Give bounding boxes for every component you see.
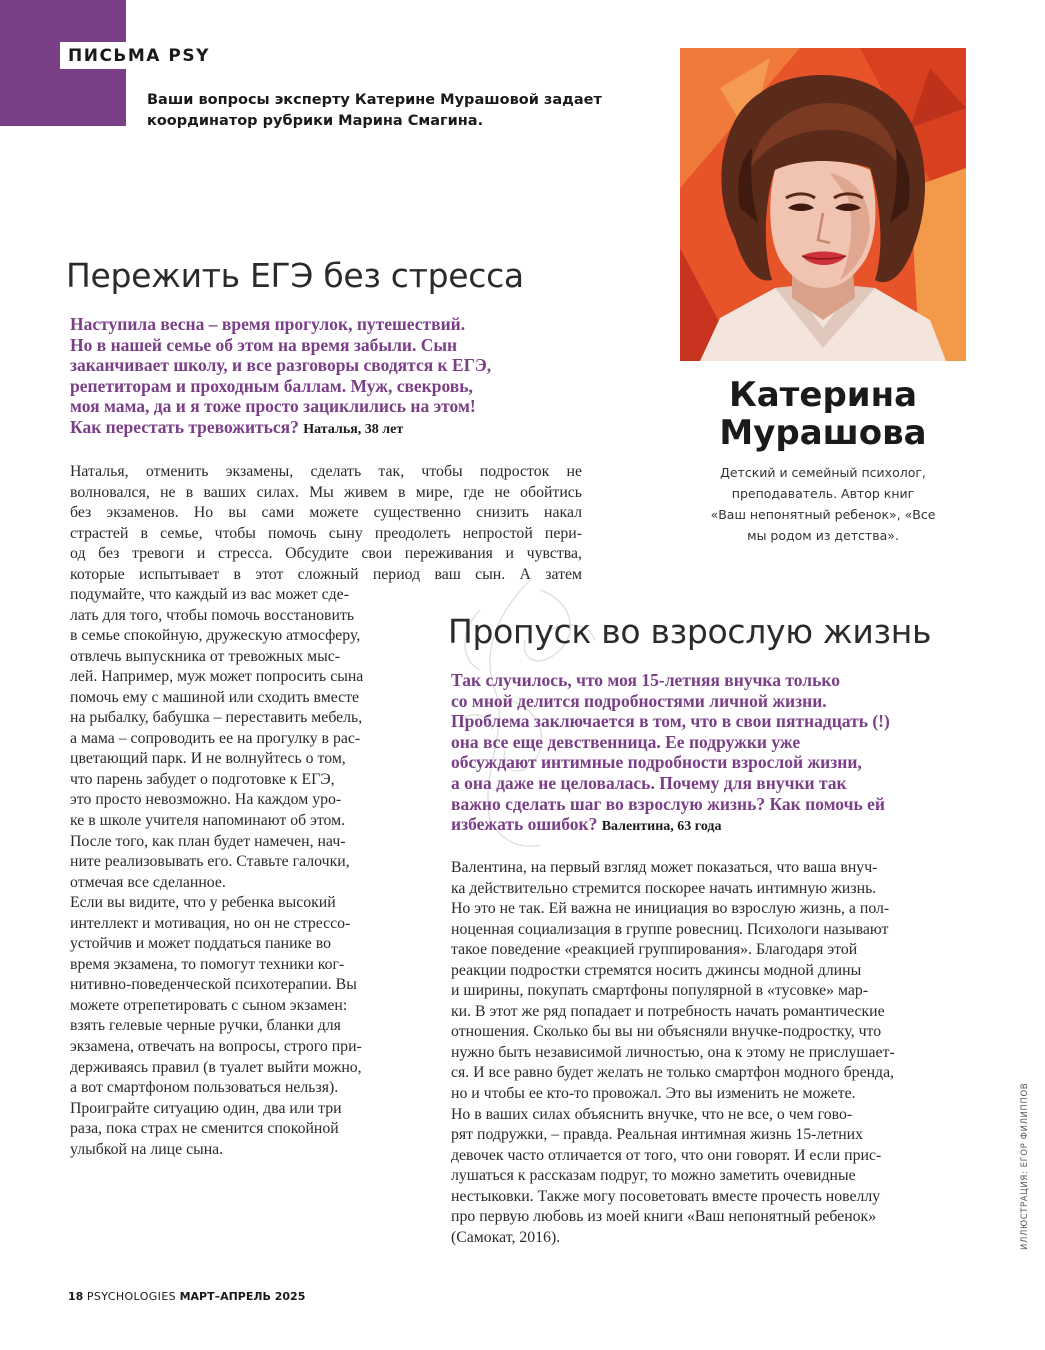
answer-line: в семье спокойную, дружескую атмосферу, [70,627,361,645]
magazine-name: PSYCHOLOGIES [86,1290,177,1303]
expert-name [680,376,966,452]
illustration-credit [1008,1082,1030,1250]
answer-line: Но это не так. Ей важна не инициация во взрослую жизнь, а пол- [451,900,890,918]
answer-line: ните реализовывать его. Ставьте галочки, [70,853,350,871]
answer-line: (Самокат, 2016). [451,1228,561,1246]
answer-line: лать для того, чтобы помочь восстановить [70,606,355,624]
answer-line: можете отрепетировать с сыном экзамен: [70,996,348,1014]
answer-line: нестыковки. Также могу посоветовать вместе прочесть новеллу [451,1187,881,1205]
intro-line: координатор рубрики Марина Смагина. [147,113,484,129]
page-number: 18 [68,1290,84,1303]
question-line: репетиторам и проходным баллам. Муж, свекровь, [70,375,473,396]
answer-line: отмечая все сделанное. [70,873,226,891]
answer-line: од без тревоги и стресса. Обсудите свои переживания и чувства, [70,545,582,563]
answer-line: а мама – сопроводить ее на прогулку в рас- [70,729,361,747]
answer-line: Если вы видите, что у ребенка высокий [70,894,336,912]
expert-desc-line: Детский и семейный психолог, [720,465,926,480]
answer-line: что парень забудет о подготовке к ЕГЭ, [70,770,335,788]
article2-answer [451,858,966,1248]
answer-line: волновался, не в ваших силах. Мы живем в мире, где не обойтись [70,483,582,501]
answer-line: девочек часто отличается от того, что они говорят. И если прис- [451,1146,882,1164]
answer-line: ся. И все равно будет желать не только смартфон модного бренда, [451,1064,895,1082]
answer-line: Валентина, на первый взгляд может показаться, что ваша внуч- [451,859,878,876]
answer-line: время экзамена, то помогут техники ког- [70,955,345,973]
expert-last-name: Мурашова [719,413,927,453]
answer-line: нитивно-поведенческой психотерапии. Вы [70,976,357,994]
rubric-label: ПИСЬМА PSY [60,42,218,69]
article1-answer-narrow [70,585,405,1160]
answer-line: страстей в семье, чтобы помочь сыну преодолеть непростой пери- [70,524,582,542]
answer-line: лей. Например, муж может попросить сына [70,668,364,686]
article1-signature: Наталья, 38 лет [303,421,404,437]
answer-line: лушаться к рассказам подруг, то можно заметить очевидные [451,1167,856,1185]
article2-question [451,670,971,838]
expert-desc-line: «Ваш непонятный ребенок», «Все [710,507,936,522]
answer-line: цветающий парк. И не волнуйтесь о том, [70,750,346,768]
article1-answer-wide [70,462,582,585]
question-line: а она даже не целовалась. Почему для внучки так [451,772,847,793]
page-footer [68,1290,305,1303]
answer-line: это просто невозможно. На каждом уро- [70,791,342,809]
answer-line: которые испытывает в этот сложный период ваш сын. А затем [70,565,582,583]
answer-line: подумайте, что каждый из вас может сде- [70,586,349,603]
question-line: со мной делится подробностями личной жизни. [451,690,827,711]
intro-text [147,90,617,132]
question-line: Наступила весна – время прогулок, путешествий. [70,314,466,334]
article2-signature: Валентина, 63 года [601,819,722,835]
question-line: важно сделать шаг во взрослую жизнь? Как помочь ей [451,793,885,814]
question-line: она все еще девственница. Ее подружки уже [451,731,801,752]
article2-headline: Пропуск во взрослую жизнь [448,612,932,651]
answer-line: экзамена, отвечать на вопросы, строго при- [70,1038,362,1056]
question-line-last [451,814,971,838]
article1-question [70,314,590,441]
question-line-last [70,417,590,441]
answer-line: интеллект и мотивация, но он не стрессо- [70,914,351,932]
intro-line: Ваши вопросы эксперту Катерине Мурашовой задает [147,92,602,108]
question-line: Так случилось, что моя 15-летняя внучка только [451,670,840,690]
expert-desc-line: преподаватель. Автор книг [731,486,915,501]
question-line: Но в нашей семье об этом на время забыли. Сын [70,334,458,355]
answer-line: отношения. Сколько бы вы ни объясняли внучке-подростку, что [451,1023,882,1041]
answer-line: После того, как план будет намечен, нач- [70,832,346,850]
answer-line: раза, пока страх не сменится спокойной [70,1120,339,1138]
answer-line: ноценная социализация в группе ровесниц. Психологи называют [451,920,889,938]
answer-line: ки. В этот же ряд попадает и потребность начать романтические [451,1002,885,1020]
answer-line: Наталья, отменить экзамены, сделать так, чтобы подросток не [70,463,582,480]
answer-line: такое поведение «реакцией группирования». Благодаря этой [451,941,858,959]
answer-line: Но в ваших силах объяснить внучке, что не все, о чем гово- [451,1105,853,1123]
answer-line: на рыбалку, бабушка – переставить мебель, [70,709,363,727]
answer-line: но и чтобы ее кто-то провожал. Это вы изменить не можете. [451,1085,856,1103]
question-line: моя мама, да и я тоже просто зациклились на этом! [70,396,476,417]
answer-line: ке в школе учителя напоминают об этом. [70,812,346,830]
expert-first-name: Катерина [728,375,918,415]
answer-line: устойчив и может поддаться панике во [70,935,332,953]
answer-line: помочь ему с машиной или сходить вместе [70,688,360,706]
question-line-text: Как перестать тревожиться? [70,416,299,437]
expert-desc-line: мы родом из детства». [747,528,899,543]
answer-line: а вот смартфоном пользоваться нельзя). [70,1079,339,1097]
issue-date: МАРТ–АПРЕЛЬ 2025 [179,1290,306,1303]
article1-headline: Пережить ЕГЭ без стресса [66,256,524,295]
answer-line: про первую любовь из моей книги «Ваш непонятный ребенок» [451,1208,877,1226]
answer-line: и ширины, покупать смартфоны популярной в «тусовке» мар- [451,982,869,1000]
illustration-credit-text: ИЛЛЮСТРАЦИЯ: ЕГОР ФИЛИППОВ [1020,1082,1030,1250]
answer-line: улыбкой на лице сына. [70,1140,224,1158]
answer-line: без экзаменов. Но вы сами можете существенно снизить накал [70,504,582,522]
question-line-text: избежать ошибок? [451,814,598,835]
question-line: заканчивает школу, и все разговоры сводятся к ЕГЭ, [70,355,492,376]
answer-line: взять гелевые черные ручки, бланки для [70,1017,341,1035]
answer-line: ка действительно стремится поскорее начать интимную жизнь. [451,879,877,897]
answer-line: держиваясь правил (в туалет выйти можно, [70,1058,362,1076]
question-line: Проблема заключается в том, что в свои пятнадцать (!) [451,711,890,732]
answer-line: отвлечь выпускника от тревожных мыс- [70,647,340,665]
expert-description [680,462,966,546]
question-line: обсуждают интимные подробности взрослой жизни, [451,752,862,773]
answer-line: Проиграйте ситуацию один, два или три [70,1099,342,1117]
answer-line: нужно быть независимой личностью, она к этому не прислушает- [451,1043,895,1061]
answer-line: реакции подростки стремятся носить джинсы модной длины [451,961,862,979]
expert-portrait [680,48,966,361]
answer-line: рят подружки, – правда. Реальная интимная жизнь 15-летних [451,1126,864,1144]
